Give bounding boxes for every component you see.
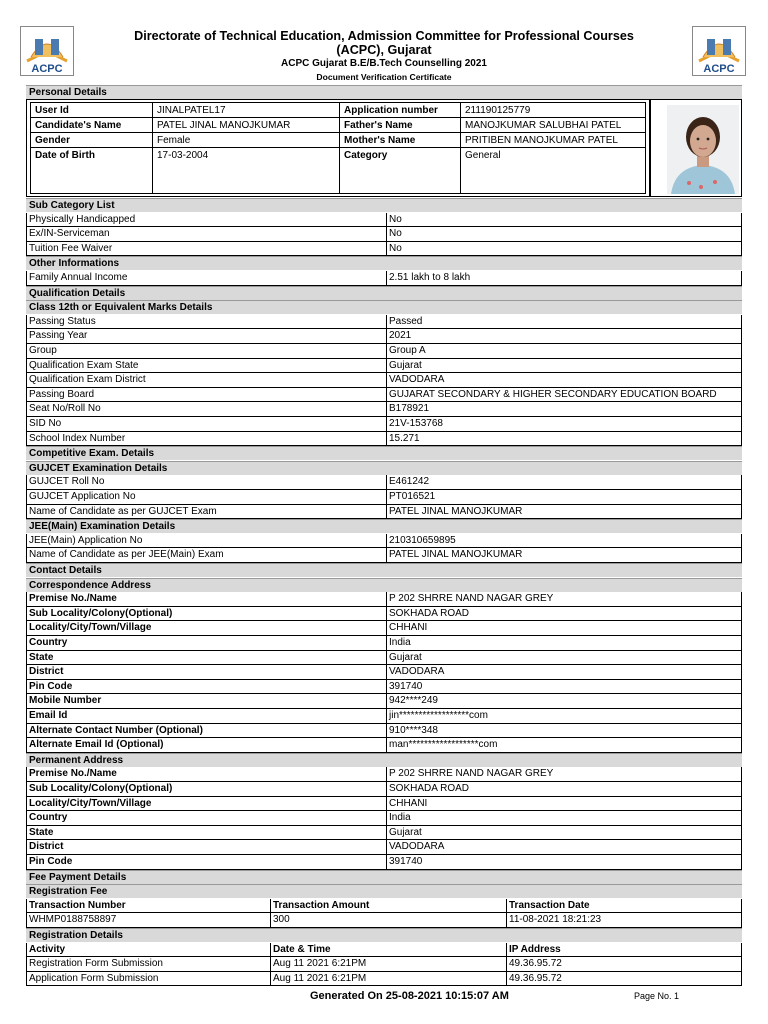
field-value: Group A (386, 344, 742, 359)
field-label: Sub Locality/Colony(Optional) (26, 782, 386, 797)
table-row (26, 329, 742, 344)
field-value: man******************com (386, 738, 742, 753)
table-row (26, 680, 742, 695)
table-cell: WHMP0188758897 (26, 913, 270, 928)
field-value: VADODARA (386, 373, 742, 388)
field-value: B178921 (386, 402, 742, 417)
field-label: Physically Handicapped (26, 213, 386, 228)
section-header: Other Informations (26, 256, 742, 270)
table-row (26, 592, 742, 607)
field-label: Alternate Contact Number (Optional) (26, 724, 386, 739)
table-row (26, 359, 742, 374)
field-value: JINALPATEL17 (153, 103, 340, 118)
table-row (26, 782, 742, 797)
field-label: Date of Birth (31, 148, 153, 193)
field-value: E461242 (386, 475, 742, 490)
field-label: Premise No./Name (26, 767, 386, 782)
field-label: GUJCET Application No (26, 490, 386, 505)
table-row (26, 505, 742, 520)
table-row (26, 797, 742, 812)
table-cell: 49.36.95.72 (506, 972, 742, 987)
table-row (26, 388, 742, 403)
field-label: School Index Number (26, 432, 386, 447)
field-label: Group (26, 344, 386, 359)
field-label: State (26, 651, 386, 666)
field-value: PRITIBEN MANOJKUMAR PATEL (461, 133, 645, 148)
field-label: Pin Code (26, 680, 386, 695)
field-label: Father's Name (340, 118, 461, 133)
table-row (26, 811, 742, 826)
field-label: Passing Year (26, 329, 386, 344)
table-cell: Aug 11 2021 6:21PM (270, 972, 506, 987)
field-value: 211190125779 (461, 103, 645, 118)
field-value: 2021 (386, 329, 742, 344)
field-value: 910****348 (386, 724, 742, 739)
field-value: 391740 (386, 680, 742, 695)
field-label: Passing Status (26, 315, 386, 330)
section-header: Competitive Exam. Details (26, 446, 742, 460)
field-value: P 202 SHRRE NAND NAGAR GREY (386, 592, 742, 607)
table-row (26, 694, 742, 709)
field-value: PT016521 (386, 490, 742, 505)
personal-row (31, 148, 645, 193)
field-label: SID No (26, 417, 386, 432)
field-label: State (26, 826, 386, 841)
field-value: SOKHADA ROAD (386, 782, 742, 797)
table-row (26, 621, 742, 636)
field-label: Passing Board (26, 388, 386, 403)
field-value: Female (153, 133, 340, 148)
field-label: Ex/IN-Serviceman (26, 227, 386, 242)
table-cell: 49.36.95.72 (506, 957, 742, 972)
acpc-logo-left (20, 26, 74, 76)
field-label: Premise No./Name (26, 592, 386, 607)
table-row (26, 826, 742, 841)
table-row (26, 213, 742, 228)
field-label: Locality/City/Town/Village (26, 797, 386, 812)
section-header: Contact Details (26, 563, 742, 577)
section-header: Sub Category List (26, 198, 742, 212)
table-cell: Registration Form Submission (26, 957, 270, 972)
column-header: Transaction Number (26, 899, 270, 914)
generated-on: Generated On 25-08-2021 10:15:07 AM (310, 990, 509, 1002)
table-row (26, 913, 742, 928)
table-row (26, 651, 742, 666)
field-value: CHHANI (386, 797, 742, 812)
personal-row (31, 118, 645, 133)
field-label: User Id (31, 103, 153, 118)
field-value: PATEL JINAL MANOJKUMAR (386, 505, 742, 520)
personal-row (31, 103, 645, 118)
field-label: Name of Candidate as per GUJCET Exam (26, 505, 386, 520)
field-value: VADODARA (386, 840, 742, 855)
table-row (26, 709, 742, 724)
column-header: IP Address (506, 943, 742, 958)
field-value: CHHANI (386, 621, 742, 636)
field-label: Mobile Number (26, 694, 386, 709)
column-header: Transaction Date (506, 899, 742, 914)
table-cell: 11-08-2021 18:21:23 (506, 913, 742, 928)
field-label: Sub Locality/Colony(Optional) (26, 607, 386, 622)
table-row (26, 373, 742, 388)
section-header: GUJCET Examination Details (26, 461, 742, 475)
field-value: Passed (386, 315, 742, 330)
table-row (26, 475, 742, 490)
acpc-logo-icon (21, 27, 73, 75)
table-row (26, 738, 742, 753)
section-header: JEE(Main) Examination Details (26, 519, 742, 533)
table-cell: Application Form Submission (26, 972, 270, 987)
field-value: SOKHADA ROAD (386, 607, 742, 622)
table-row (26, 227, 742, 242)
field-label: Application number (340, 103, 461, 118)
personal-details-box (26, 99, 650, 197)
table-row (26, 607, 742, 622)
table-row (26, 548, 742, 563)
table-row (26, 242, 742, 257)
table-row (26, 972, 742, 987)
document-subtitle: ACPC Gujarat B.E/B.Tech Counselling 2021 (281, 58, 487, 69)
field-value: VADODARA (386, 665, 742, 680)
section-header: Permanent Address (26, 753, 742, 767)
field-label: Candidate's Name (31, 118, 153, 133)
field-value: No (386, 242, 742, 257)
table-row (26, 767, 742, 782)
section-personal-details: Personal Details (26, 85, 742, 99)
field-label: Country (26, 811, 386, 826)
field-value: No (386, 227, 742, 242)
field-value: 15.271 (386, 432, 742, 447)
field-value: India (386, 811, 742, 826)
table-row (26, 855, 742, 870)
table-header-row (26, 943, 742, 958)
field-label: Name of Candidate as per JEE(Main) Exam (26, 548, 386, 563)
table-row (26, 432, 742, 447)
table-row (26, 636, 742, 651)
table-row (26, 957, 742, 972)
acpc-logo-right (692, 26, 746, 76)
field-label: Tuition Fee Waiver (26, 242, 386, 257)
table-row (26, 315, 742, 330)
field-value: 942****249 (386, 694, 742, 709)
field-label: Locality/City/Town/Village (26, 621, 386, 636)
field-label: District (26, 665, 386, 680)
section-header: Class 12th or Equivalent Marks Details (26, 300, 742, 314)
field-value: 391740 (386, 855, 742, 870)
field-label: Pin Code (26, 855, 386, 870)
table-row (26, 534, 742, 549)
table-cell: Aug 11 2021 6:21PM (270, 957, 506, 972)
table-row (26, 271, 742, 286)
section-header: Registration Details (26, 928, 742, 942)
field-value: Gujarat (386, 651, 742, 666)
table-row (26, 344, 742, 359)
table-row (26, 402, 742, 417)
field-value: 210310659895 (386, 534, 742, 549)
field-label: GUJCET Roll No (26, 475, 386, 490)
field-value: PATEL JINAL MANOJKUMAR (386, 548, 742, 563)
field-label: Gender (31, 133, 153, 148)
field-value: Gujarat (386, 359, 742, 374)
field-label: Category (340, 148, 461, 193)
section-header: Qualification Details (26, 286, 742, 300)
table-row (26, 724, 742, 739)
field-value: General (465, 150, 501, 161)
field-label: Email Id (26, 709, 386, 724)
field-value: PATEL JINAL MANOJKUMAR (153, 118, 340, 133)
column-header: Transaction Amount (270, 899, 506, 914)
personal-row (31, 133, 645, 148)
field-label: Mother's Name (340, 133, 461, 148)
column-header: Activity (26, 943, 270, 958)
section-header: Correspondence Address (26, 578, 742, 592)
field-value: India (386, 636, 742, 651)
page-number: Page No. 1 (634, 991, 680, 1001)
field-value: 17-03-2004 (153, 148, 340, 193)
document-header-title: Directorate of Technical Education, Admission Committee for Professional Courses (ACPC), Gujarat (134, 29, 634, 57)
table-row (26, 840, 742, 855)
table-row (26, 665, 742, 680)
field-value: P 202 SHRRE NAND NAGAR GREY (386, 767, 742, 782)
field-label: Family Annual Income (26, 271, 386, 286)
table-header-row (26, 899, 742, 914)
acpc-logo-icon (693, 27, 745, 75)
column-header: Date & Time (270, 943, 506, 958)
field-value: MANOJKUMAR SALUBHAI PATEL (461, 118, 645, 133)
section-header: Registration Fee (26, 884, 742, 898)
field-value: 21V-153768 (386, 417, 742, 432)
field-label: Alternate Email Id (Optional) (26, 738, 386, 753)
table-cell: 300 (270, 913, 506, 928)
svg-text:ACPC: ACPC (703, 63, 735, 75)
field-label: JEE(Main) Application No (26, 534, 386, 549)
table-row (26, 490, 742, 505)
section-header: Fee Payment Details (26, 870, 742, 884)
field-label: Qualification Exam State (26, 359, 386, 374)
personal-details-grid (30, 102, 646, 194)
document-title: Document Verification Certificate (316, 72, 452, 82)
field-value: No (386, 213, 742, 228)
field-value: Gujarat (386, 826, 742, 841)
table-row (26, 417, 742, 432)
field-label: Qualification Exam District (26, 373, 386, 388)
candidate-photo (667, 105, 739, 194)
field-value: jin******************com (386, 709, 742, 724)
field-label: Seat No/Roll No (26, 402, 386, 417)
svg-text:ACPC: ACPC (31, 63, 63, 75)
field-value: GUJARAT SECONDARY & HIGHER SECONDARY EDUCATION BOARD (386, 388, 742, 403)
field-label: District (26, 840, 386, 855)
field-value: 2.51 lakh to 8 lakh (386, 271, 742, 286)
field-label: Country (26, 636, 386, 651)
